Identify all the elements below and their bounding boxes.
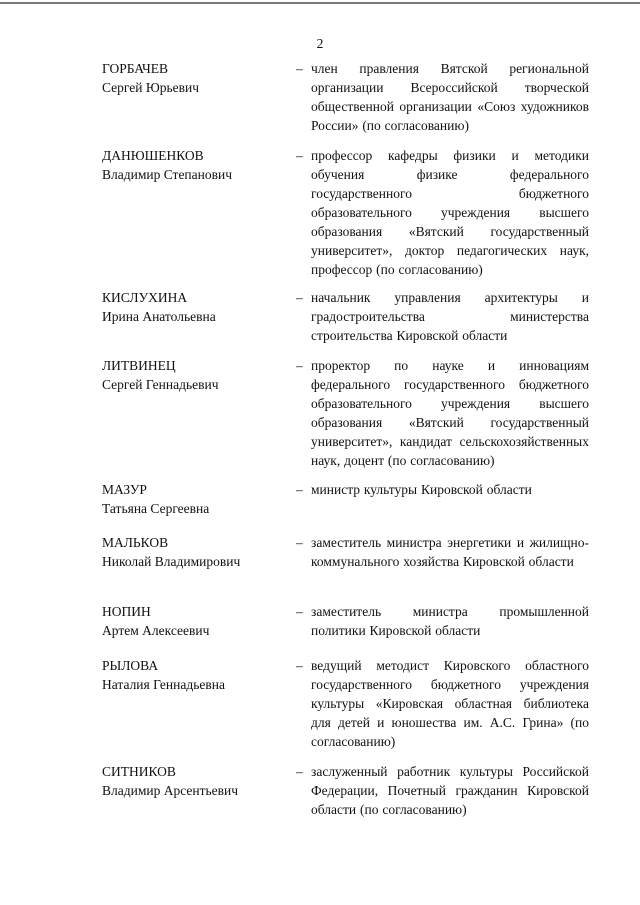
member-surname: ДАНЮШЕНКОВ — [102, 148, 204, 163]
dash-separator: – — [296, 148, 303, 163]
member-given-name: Сергей Геннадьевич — [102, 377, 219, 392]
dash-separator: – — [296, 290, 303, 305]
dash-separator: – — [296, 482, 303, 497]
member-given-name: Сергей Юрьевич — [102, 80, 200, 95]
top-rule — [0, 2, 640, 4]
member-surname: СИТНИКОВ — [102, 764, 176, 779]
member-position: министр культуры Кировской области — [311, 482, 532, 497]
member-given-name: Владимир Арсентьевич — [102, 783, 239, 798]
dash-separator: – — [296, 604, 303, 619]
member-surname: КИСЛУХИНА — [102, 290, 188, 305]
member-position: начальник управления архитектуры и градостроительства министерства строительства Кировской области — [311, 290, 589, 343]
member-given-name: Наталия Геннадьевна — [102, 677, 225, 692]
member-given-name: Татьяна Сергеевна — [102, 501, 210, 516]
member-name — [102, 356, 282, 394]
dash-separator: – — [296, 764, 303, 779]
member-position: проректор по науке и инновациям федерального государственного бюджетного образовательного учреждения высшего образования «Вятский государственный университет», кандидат сельскохозяйственных наук, доцент (по согласованию) — [311, 358, 589, 468]
member-name — [102, 146, 282, 184]
member-name — [102, 656, 282, 694]
member-position: ведущий методист Кировского областного государственного бюджетного учреждения культуры «Кировская областная библиотека для детей и юношества им. А.С. Грина» (по согласованию) — [311, 658, 589, 749]
member-given-name: Владимир Степанович — [102, 167, 233, 182]
member-position: заместитель министра энергетики и жилищно-коммунального хозяйства Кировской области — [311, 535, 589, 569]
member-given-name: Ирина Анатольевна — [102, 309, 216, 324]
member-surname: ГОРБАЧЕВ — [102, 61, 169, 76]
dash-separator: – — [296, 358, 303, 373]
dash-separator: – — [296, 658, 303, 673]
member-name — [102, 59, 282, 97]
member-position: профессор кафедры физики и методики обучения физике федерального государственного бюджетного образовательного учреждения высшего образования «Вятский государственный университет», доктор педагогических наук, профессор (по согласованию) — [311, 148, 589, 277]
member-name — [102, 602, 282, 640]
dash-separator: – — [296, 535, 303, 550]
member-surname: МАЛЬКОВ — [102, 535, 169, 550]
member-position: член правления Вятской региональной организации Всероссийской творческой общественной организации «Союз художников России» (по согласованию) — [311, 61, 589, 133]
member-position: заслуженный работник культуры Российской Федерации, Почетный гражданин Кировской области (по согласованию) — [311, 764, 589, 817]
member-name — [102, 762, 282, 800]
member-given-name: Николай Владимирович — [102, 554, 241, 569]
page-number: 2 — [316, 36, 324, 51]
member-surname: НОПИН — [102, 604, 151, 619]
member-position: заместитель министра промышленной политики Кировской области — [311, 604, 589, 638]
member-surname: МАЗУР — [102, 482, 147, 497]
member-name — [102, 533, 282, 571]
member-name — [102, 288, 282, 326]
dash-separator: – — [296, 61, 303, 76]
member-surname: РЫЛОВА — [102, 658, 159, 673]
member-given-name: Артем Алексеевич — [102, 623, 210, 638]
member-name — [102, 480, 282, 518]
member-surname: ЛИТВИНЕЦ — [102, 358, 176, 373]
